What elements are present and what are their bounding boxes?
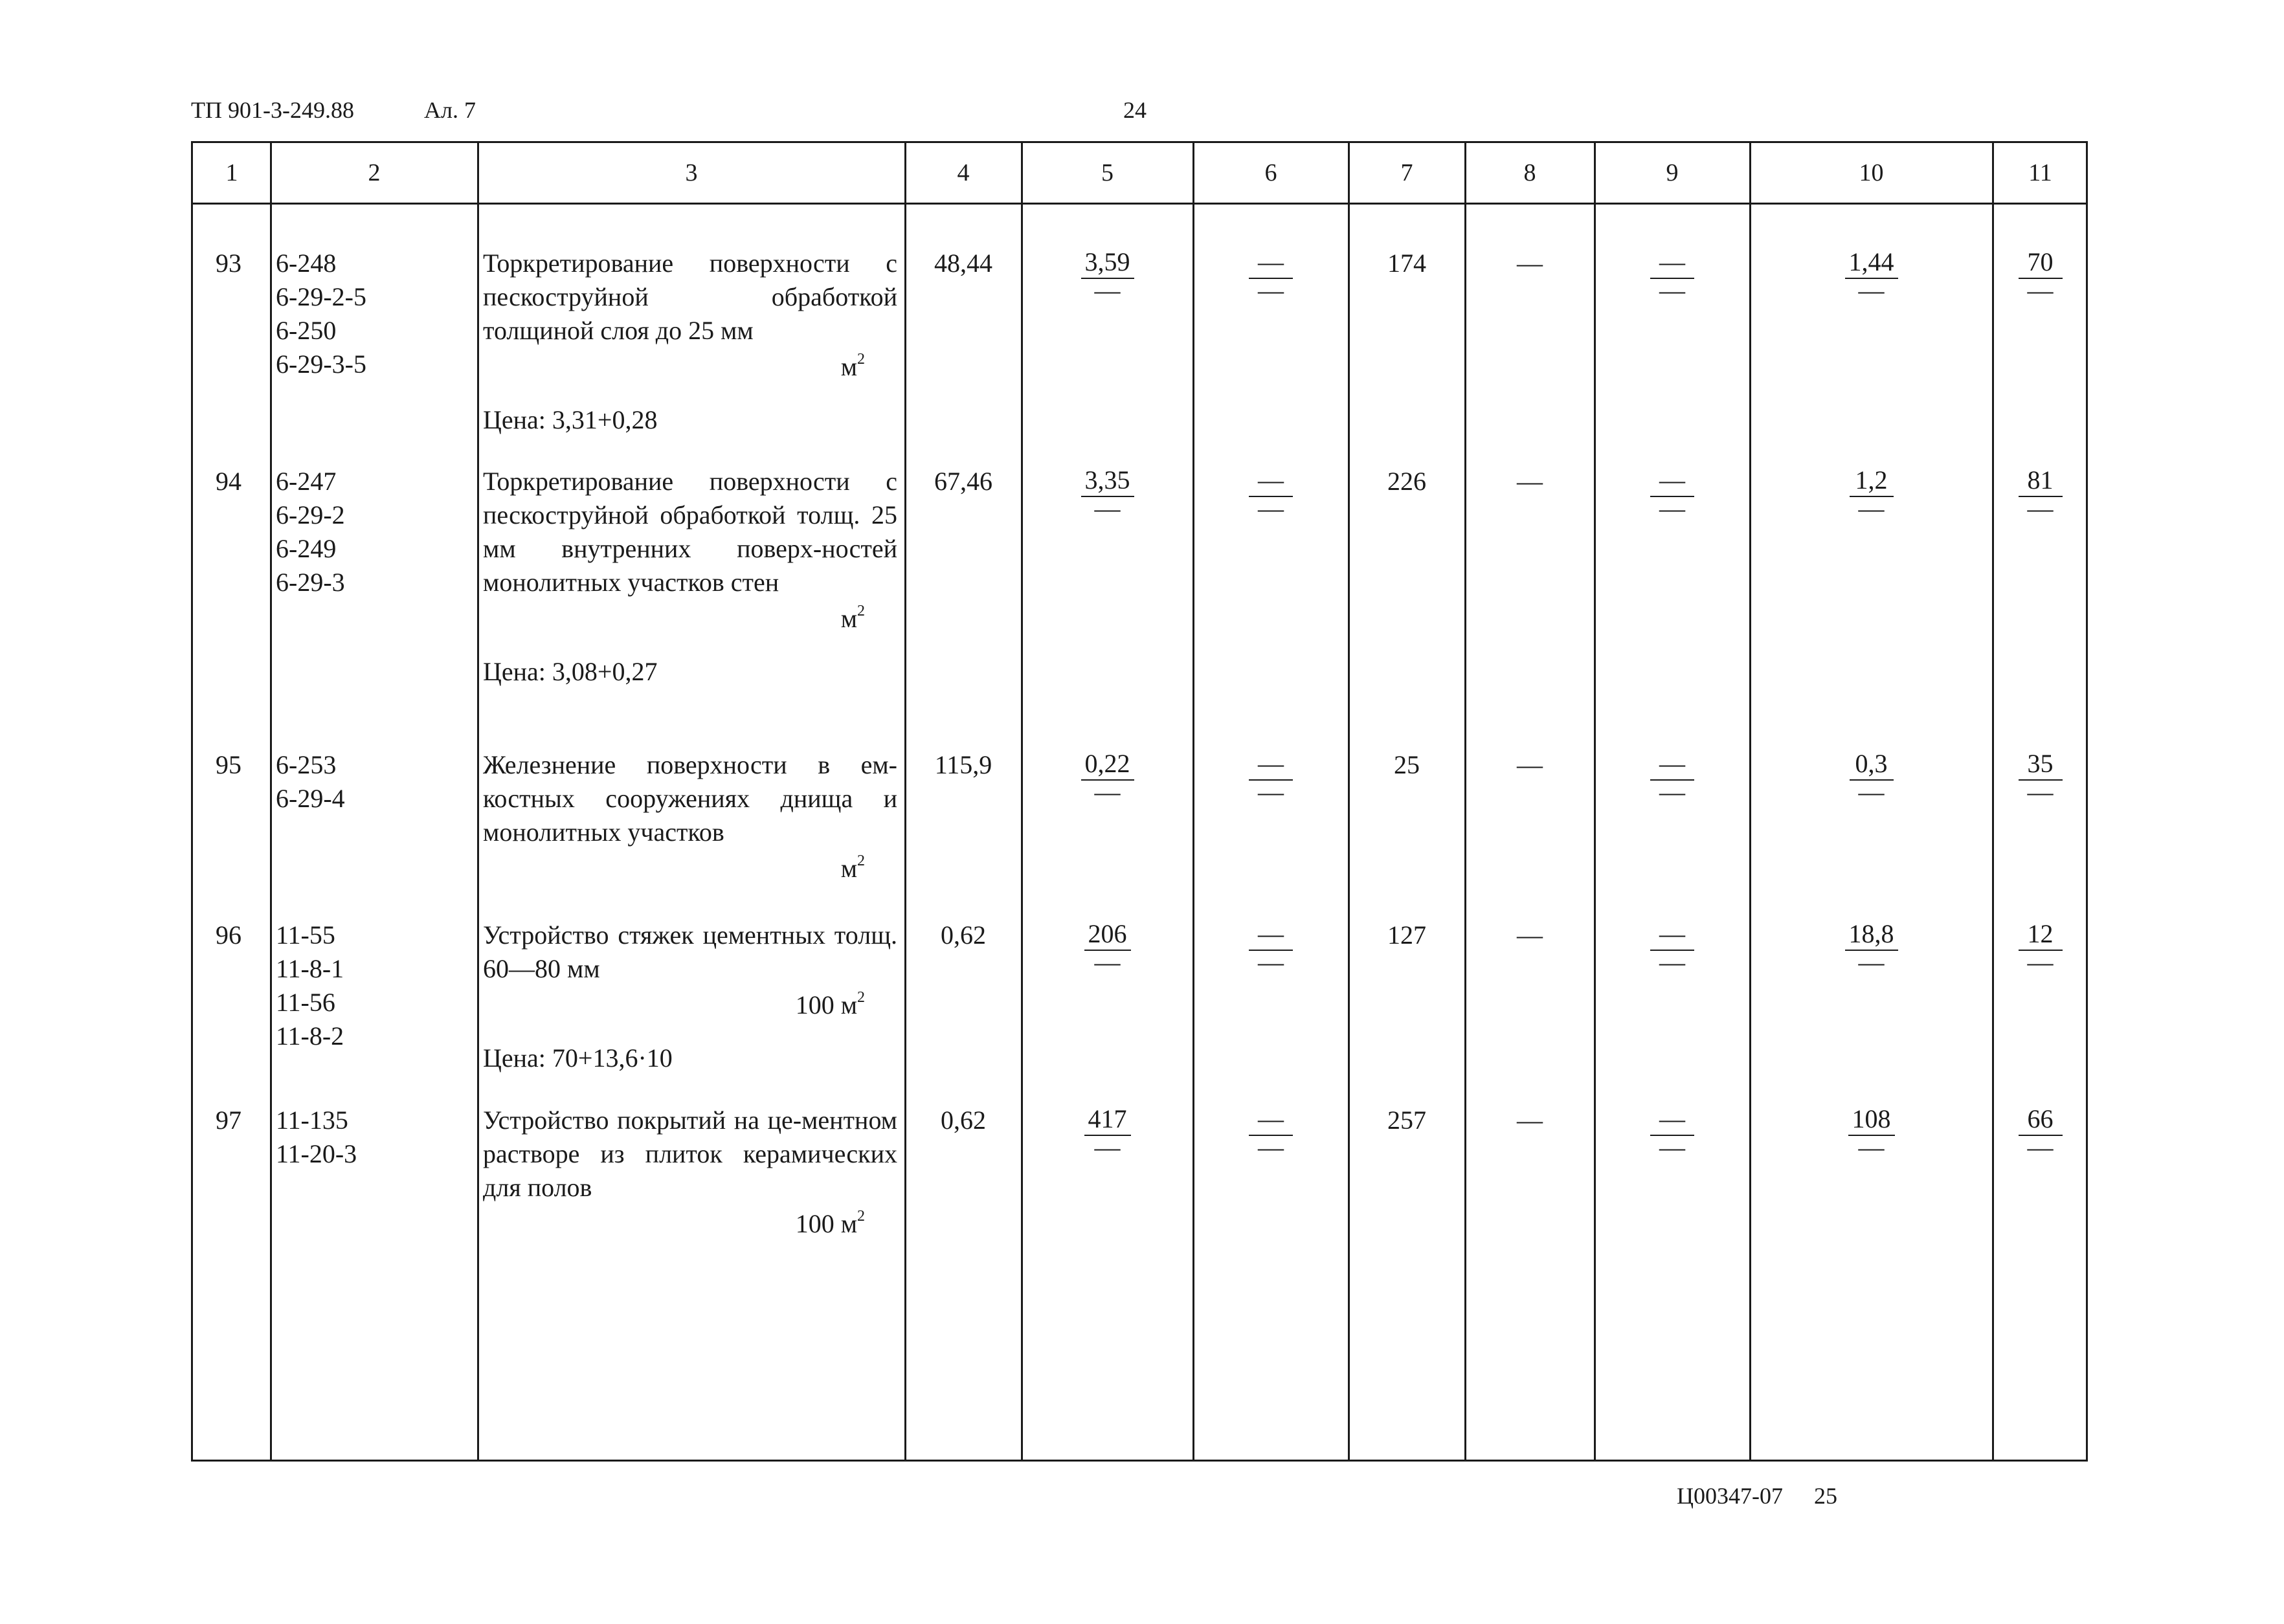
- work-description: [483, 1104, 897, 1241]
- column-divider: [1192, 143, 1194, 1460]
- fraction-value: [1845, 918, 1898, 977]
- fraction-value: [2019, 247, 2063, 305]
- norm-code: 6-249: [276, 534, 337, 563]
- fraction-numerator: —: [1650, 247, 1694, 279]
- description-text: Торкретирование поверхности с пескоструйной обработкой толщ. 25 мм внутренних поверх-ностей монолитных участков стен: [483, 467, 897, 597]
- norm-codes: [276, 247, 470, 381]
- unit-text: м: [840, 854, 857, 883]
- fraction-denominator: —: [1659, 494, 1685, 523]
- column-divider: [904, 143, 906, 1460]
- fraction-denominator: —: [1858, 494, 1885, 523]
- footer-code: Ц00347-07: [1677, 1483, 1783, 1509]
- column-number: 7: [1400, 159, 1413, 186]
- fraction-denominator: —: [1659, 276, 1685, 305]
- norm-codes: [276, 918, 470, 1053]
- value-col-8: —: [1517, 249, 1543, 278]
- fraction-denominator: —: [1858, 276, 1885, 305]
- footer: [1677, 1482, 1837, 1509]
- norm-code: 6-29-3-5: [276, 350, 366, 379]
- fraction-numerator: 18,8: [1845, 918, 1898, 951]
- price-formula: Цена: 3,08+0,27: [483, 657, 658, 686]
- fraction-value: [2019, 748, 2063, 806]
- document-code: ТП 901-3-249.88: [191, 97, 354, 123]
- column-number: 11: [2028, 159, 2052, 186]
- value-col-4: 0,62: [941, 1106, 986, 1135]
- value-col-7: 257: [1387, 1106, 1426, 1135]
- column-divider: [1594, 143, 1596, 1460]
- fraction-denominator: —: [1258, 1133, 1284, 1162]
- item-number: 95: [216, 750, 241, 779]
- norm-code: 11-55: [276, 920, 335, 950]
- fraction-value: [1650, 247, 1694, 305]
- fraction-value: [1081, 247, 1134, 305]
- fraction-value: [1650, 465, 1694, 523]
- fraction-value: [2019, 918, 2063, 977]
- fraction-value: [1850, 748, 1894, 806]
- value-col-8: —: [1517, 1106, 1543, 1135]
- sheet-label: Ал. 7: [424, 97, 476, 123]
- footer-page: 25: [1814, 1483, 1837, 1509]
- fraction-denominator: —: [1659, 1133, 1685, 1162]
- fraction-numerator: —: [1249, 247, 1293, 279]
- norm-code: 11-135: [276, 1106, 348, 1135]
- column-divider: [1021, 143, 1023, 1460]
- work-description: [483, 247, 897, 437]
- fraction-value: [1650, 1104, 1694, 1162]
- item-number: 94: [216, 467, 241, 496]
- fraction-denominator: —: [2027, 948, 2054, 977]
- fraction-denominator: —: [1094, 777, 1121, 806]
- value-col-7: 226: [1387, 467, 1426, 496]
- fraction-numerator: 0,22: [1081, 748, 1134, 781]
- norm-code: 6-247: [276, 467, 337, 496]
- estimate-table: [191, 141, 2088, 1462]
- value-col-8: —: [1517, 920, 1543, 950]
- fraction-numerator: 1,44: [1845, 247, 1898, 279]
- value-col-7: 127: [1387, 920, 1426, 950]
- column-number: 9: [1666, 159, 1679, 186]
- fraction-value: [1081, 748, 1134, 806]
- unit-text: 100 м: [795, 1209, 857, 1238]
- price-formula: Цена: 70+13,6·10: [483, 1043, 673, 1073]
- column-divider: [1749, 143, 1751, 1460]
- fraction-value: [1848, 1104, 1895, 1162]
- fraction-value: [1084, 918, 1131, 977]
- work-description: [483, 748, 897, 885]
- fraction-value: [2019, 1104, 2063, 1162]
- fraction-numerator: 35: [2019, 748, 2063, 781]
- fraction-denominator: —: [1659, 777, 1685, 806]
- norm-code: 6-29-2: [276, 500, 345, 529]
- description-text: Устройство стяжек цементных толщ. 60—80 мм: [483, 920, 897, 983]
- fraction-numerator: —: [1249, 918, 1293, 951]
- fraction-numerator: 70: [2019, 247, 2063, 279]
- unit-text: м: [840, 352, 857, 381]
- fraction-denominator: —: [1258, 276, 1284, 305]
- column-divider: [270, 143, 272, 1460]
- fraction-numerator: 206: [1084, 918, 1131, 951]
- fraction-denominator: —: [1858, 1133, 1885, 1162]
- fraction-denominator: —: [2027, 1133, 2054, 1162]
- fraction-denominator: —: [1258, 777, 1284, 806]
- norm-codes: [276, 465, 470, 599]
- unit-of-measure: [483, 350, 865, 384]
- column-number: 1: [225, 159, 238, 186]
- value-col-8: —: [1517, 467, 1543, 496]
- norm-code: 6-248: [276, 249, 337, 278]
- value-col-7: 25: [1394, 750, 1420, 779]
- fraction-denominator: —: [1258, 494, 1284, 523]
- column-divider: [1348, 143, 1350, 1460]
- norm-code: 6-29-3: [276, 568, 345, 597]
- norm-code: 6-253: [276, 750, 337, 779]
- fraction-numerator: 3,59: [1081, 247, 1134, 279]
- column-number: 8: [1523, 159, 1536, 186]
- description-text: Торкретирование поверхности с пескоструйной обработкой толщиной слоя до 25 мм: [483, 249, 897, 345]
- value-col-7: 174: [1387, 249, 1426, 278]
- norm-code: 11-56: [276, 988, 335, 1017]
- fraction-numerator: —: [1650, 465, 1694, 497]
- item-number: 96: [216, 920, 241, 950]
- fraction-numerator: 108: [1848, 1104, 1895, 1136]
- column-divider: [477, 143, 479, 1460]
- fraction-denominator: —: [2027, 494, 2054, 523]
- page-number: 24: [1123, 97, 1147, 123]
- fraction-value: [2019, 465, 2063, 523]
- unit-of-measure: [483, 602, 865, 636]
- fraction-denominator: —: [1094, 276, 1121, 305]
- fraction-numerator: 12: [2019, 918, 2063, 951]
- fraction-value: [1249, 748, 1293, 806]
- fraction-value: [1249, 465, 1293, 523]
- fraction-numerator: —: [1650, 748, 1694, 781]
- fraction-denominator: —: [1858, 777, 1885, 806]
- item-number: 97: [216, 1106, 241, 1135]
- unit-of-measure: [483, 852, 865, 885]
- fraction-value: [1249, 1104, 1293, 1162]
- fraction-value: [1845, 247, 1898, 305]
- fraction-numerator: 0,3: [1850, 748, 1894, 781]
- value-col-4: 67,46: [934, 467, 992, 496]
- unit-text: м: [840, 604, 857, 633]
- work-description: [483, 465, 897, 689]
- value-col-4: 0,62: [941, 920, 986, 950]
- unit-text: 100 м: [795, 990, 857, 1019]
- fraction-denominator: —: [1094, 948, 1121, 977]
- fraction-numerator: —: [1249, 1104, 1293, 1136]
- fraction-denominator: —: [1659, 948, 1685, 977]
- fraction-numerator: 3,35: [1081, 465, 1134, 497]
- column-number: 6: [1264, 159, 1277, 186]
- unit-power: 2: [857, 989, 865, 1006]
- description-text: Железнение поверхности в ем-костных сооружениях днища и монолитных участков: [483, 750, 897, 847]
- column-number: 10: [1859, 159, 1884, 186]
- fraction-denominator: —: [1258, 948, 1284, 977]
- norm-code: 6-29-4: [276, 784, 345, 813]
- item-number: 93: [216, 249, 241, 278]
- fraction-numerator: 1,2: [1850, 465, 1894, 497]
- fraction-numerator: —: [1249, 748, 1293, 781]
- fraction-denominator: —: [2027, 276, 2054, 305]
- fraction-value: [1249, 918, 1293, 977]
- norm-code: 11-8-2: [276, 1021, 344, 1051]
- fraction-denominator: —: [1094, 494, 1121, 523]
- norm-code: 11-20-3: [276, 1139, 357, 1168]
- column-number: 4: [957, 159, 970, 186]
- fraction-numerator: 81: [2019, 465, 2063, 497]
- column-number: 5: [1101, 159, 1114, 186]
- fraction-denominator: —: [1094, 1133, 1121, 1162]
- fraction-numerator: —: [1650, 918, 1694, 951]
- fraction-value: [1650, 748, 1694, 806]
- fraction-denominator: —: [1858, 948, 1885, 977]
- unit-power: 2: [857, 351, 865, 368]
- unit-power: 2: [857, 1208, 865, 1225]
- unit-of-measure: [483, 1207, 865, 1241]
- description-text: Устройство покрытий на це-ментном растворе из плиток керамических для полов: [483, 1106, 897, 1202]
- norm-code: 6-29-2-5: [276, 282, 366, 311]
- fraction-value: [1084, 1104, 1131, 1162]
- fraction-denominator: —: [2027, 777, 2054, 806]
- fraction-value: [1081, 465, 1134, 523]
- fraction-numerator: —: [1249, 465, 1293, 497]
- fraction-value: [1650, 918, 1694, 977]
- norm-codes: [276, 748, 470, 816]
- value-col-8: —: [1517, 750, 1543, 779]
- fraction-value: [1850, 465, 1894, 523]
- column-number: 3: [685, 159, 698, 186]
- price-formula: Цена: 3,31+0,28: [483, 405, 658, 434]
- unit-power: 2: [857, 852, 865, 869]
- value-col-4: 48,44: [934, 249, 992, 278]
- unit-of-measure: [483, 988, 865, 1022]
- norm-codes: [276, 1104, 470, 1171]
- work-description: [483, 918, 897, 1075]
- unit-power: 2: [857, 603, 865, 619]
- column-divider: [1464, 143, 1466, 1460]
- norm-code: 11-8-1: [276, 954, 344, 983]
- fraction-numerator: —: [1650, 1104, 1694, 1136]
- fraction-numerator: 66: [2019, 1104, 2063, 1136]
- norm-code: 6-250: [276, 316, 337, 345]
- column-number: 2: [368, 159, 381, 186]
- fraction-numerator: 417: [1084, 1104, 1131, 1136]
- fraction-value: [1249, 247, 1293, 305]
- column-divider: [1992, 143, 1994, 1460]
- value-col-4: 115,9: [934, 750, 992, 779]
